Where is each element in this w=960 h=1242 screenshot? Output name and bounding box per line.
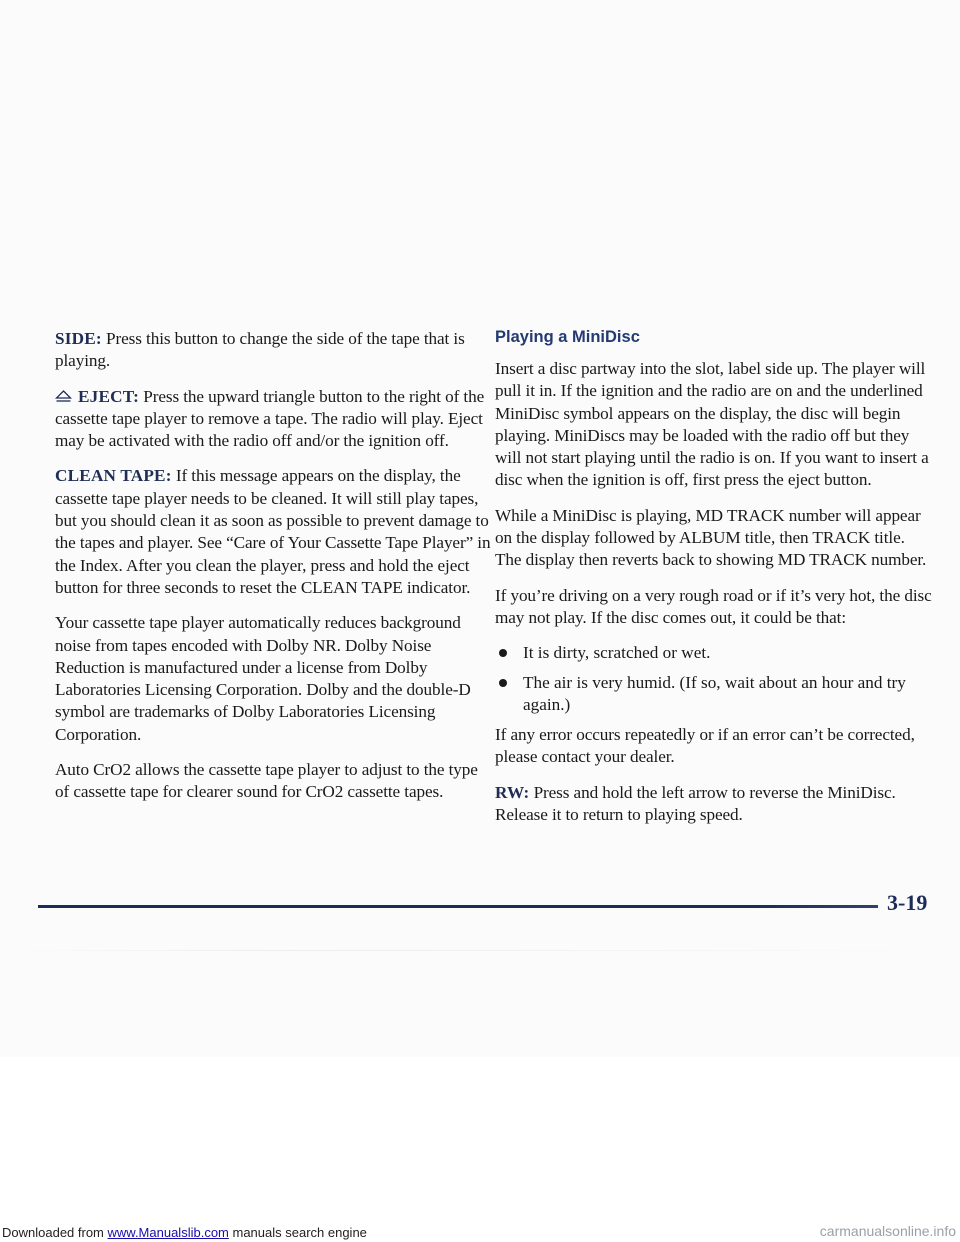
rw-paragraph [495,782,935,827]
watermark: carmanualsonline.info [819,1223,956,1239]
eject-paragraph [55,386,495,453]
side-paragraph [55,328,495,373]
side-text: Press this button to change the side of the tape that is playing. [55,329,465,371]
list-item: The air is very humid. (If so, wait about an hour and try again.) [495,672,935,717]
list-item: It is dirty, scratched or wet. [495,642,935,664]
side-label: SIDE: [55,329,102,348]
rw-text: Press and hold the left arrow to reverse the MiniDisc. Release it to return to playing speed. [495,782,896,825]
eject-icon [55,390,72,403]
manualslib-link[interactable]: www.Manualslib.com [107,1225,229,1240]
clean-tape-text: If this message appears on the display, the cassette tape player needs to be cleaned. It will still play tapes, but you should clean it as soon as possible to prevent damage to the tapes and player. See “Care of Your Cassette Tape Player” in the Index. After you clean the player, press and hold the eject button for three seconds to reset the CLEAN TAPE indicator. [55,466,491,597]
bullet-icon [499,679,507,687]
auto-cro2-paragraph: Auto CrO2 allows the cassette tape player to adjust to the type of cassette tape for clearer sound for CrO2 cassette tapes. [55,760,478,802]
footer-rule [38,905,878,908]
scan-line [0,950,960,951]
section-heading: Playing a MiniDisc [495,328,640,346]
rw-label: RW: [495,782,530,802]
right-column [495,328,935,839]
clean-tape-paragraph [55,465,495,599]
dolby-paragraph: Your cassette tape player automatically reduces background noise from tapes encoded with Dolby NR. Dolby Noise Reduction is manufactured under a license from Dolby Laboratories Licensing Corporation. Dolby and the double-D symbol are trademarks of Dolby Laboratories Licensing Corporation. [55,613,471,744]
cause-list [495,642,935,716]
download-credit: Downloaded from www.Manualslib.com manuals search engine [2,1225,367,1240]
eject-label: EJECT: [78,386,140,406]
bullet-icon [499,649,507,657]
eject-text: Press the upward triangle button to the right of the cassette tape player to remove a tape. The radio will play. Eject may be activated with the radio off and/or the ignition off. [55,386,485,451]
rough-road-paragraph: If you’re driving on a very rough road or if it’s very hot, the disc may not play. If the disc comes out, it could be that: [495,585,932,627]
footer-area [0,1057,960,1242]
insert-paragraph: Insert a disc partway into the slot, label side up. The player will pull it in. If the ignition and the radio are on and the underlined MiniDisc symbol appears on the display, the disc will begin playing. MiniDiscs may be loaded with the radio off but they will not start playing until the radio is on. If you want to insert a disc when the ignition is off, first press the eject button. [495,359,929,490]
error-paragraph: If any error occurs repeatedly or if an error can’t be corrected, please contact your dealer. [495,725,915,767]
clean-tape-label: CLEAN TAPE: [55,466,172,486]
while-playing-paragraph: While a MiniDisc is playing, MD TRACK number will appear on the display followed by ALBUM title, then TRACK title. The display then reverts back to showing MD TRACK number. [495,505,927,570]
left-column [55,328,495,817]
page-number: 3-19 [887,890,928,915]
